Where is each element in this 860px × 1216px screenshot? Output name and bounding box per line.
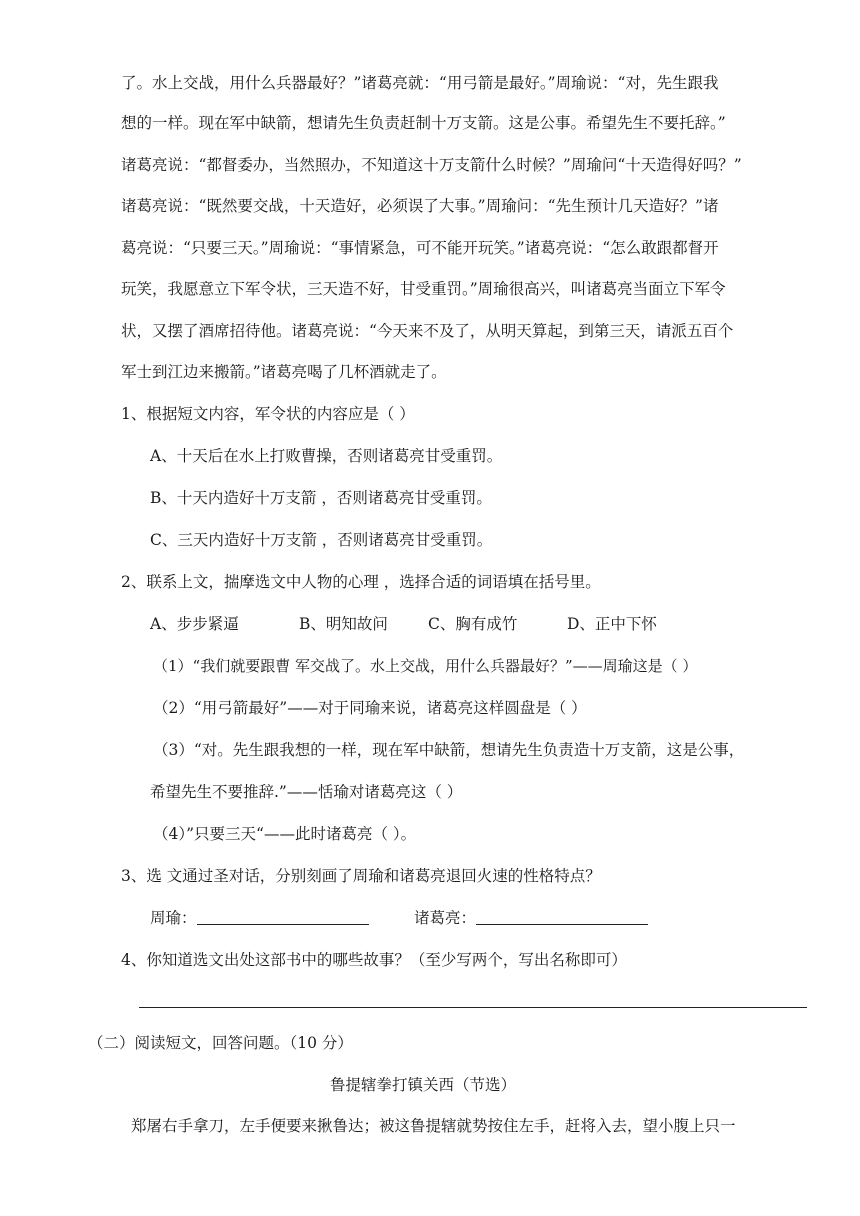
q1-option-a: A、十天后在水上打败曹操，否则诸葛亮甘受重罚。	[150, 447, 503, 465]
passage-line-4: 诸葛亮说：“既然要交战，十天造好，必须误了大事。”周瑜问：“先生预计几天造好？”诸	[121, 197, 719, 215]
q2-choice-c: C、胸有成竹	[428, 615, 518, 633]
q2-item-1: （1）“我们就要跟曹 军交战了。水上交战，用什么兵器最好？”——周瑜这是（ ）	[153, 657, 698, 675]
q4-answer-line[interactable]	[139, 1007, 807, 1008]
q1-option-c: C、三天内造好十万支箭 ，否则诸葛亮甘受重罚。	[150, 531, 493, 549]
q3-zhouyu-answer-blank[interactable]	[197, 908, 369, 925]
q4-stem: 4、你知道选文出处这部书中的哪些故事？（至少写两个，写出名称即可）	[121, 951, 627, 969]
q3-zhuge-row	[414, 908, 648, 928]
q3-zhuge-answer-blank[interactable]	[476, 908, 648, 925]
passage-line-8: 军士到江边来搬箭。”诸葛亮喝了几杯酒就走了。	[121, 363, 447, 381]
passage-line-3: 诸葛亮说：“都督委办，当然照办，不知道这十万支箭什么时候？”周瑜问“十天造得好吗？”	[121, 156, 742, 174]
q2-choice-b: B、明知故问	[299, 615, 388, 633]
q3-stem: 3、选 文通过圣对话，分别刻画了周瑜和诸葛亮退回火速的性格特点？	[121, 867, 601, 885]
section2-title: 鲁提辖拳打镇关西（节选）	[330, 1076, 517, 1094]
passage-line-1: 了。水上交战，用什么兵器最好？”诸葛亮就：“用弓箭是最好。”周瑜说：“对，先生跟我	[121, 74, 719, 92]
q2-choice-d: D、正中下怀	[567, 615, 657, 633]
q2-item-2: （2）“用弓箭最好”——对于同瑜来说，诸葛亮这样圆盘是（ ）	[153, 699, 587, 717]
q3-zhuge-label: 诸葛亮：	[414, 909, 477, 927]
q3-zhouyu-row	[150, 908, 369, 928]
passage-line-2: 想的一样。现在军中缺箭，想请先生负责赶制十万支箭。这是公事。希望先生不要托辞。”	[121, 114, 726, 132]
passage-line-7: 状，又摆了酒席招待他。诸葛亮说：“今天来不及了，从明天算起，到第三天，请派五百个	[121, 322, 734, 340]
passage-line-5: 葛亮说：“只要三天。”周瑜说：“事情紧急，可不能开玩笑。”诸葛亮说：“怎么敢跟都督开	[121, 239, 719, 257]
q2-item-3-cont: 希望先生不要推辞.”——恬瑜对诸葛亮这（ ）	[150, 783, 463, 801]
section2-heading: （二）阅读短文，回答问题。（10 分）	[88, 1034, 353, 1052]
q2-item-3: （3）“对。先生跟我想的一样，现在军中缺箭，想请先生负责造十万支箭，这是公事，	[153, 741, 745, 759]
q2-choice-a: A、步步紧逼	[150, 615, 239, 633]
q1-stem: 1、根据短文内容，军令状的内容应是（ ）	[121, 405, 415, 423]
q3-zhouyu-label: 周瑜：	[150, 909, 197, 927]
q2-item-4: （4）”只要三天“——此时诸葛亮（ ）。	[153, 825, 417, 843]
q2-stem: 2、联系上文，揣摩选文中人物的心理 ，选择合适的词语填在括号里。	[121, 573, 601, 591]
q1-option-b: B、十天内造好十万支箭 ，否则诸葛亮甘受重罚。	[150, 489, 492, 507]
passage-line-6: 玩笑，我愿意立下军令状，三天造不好，甘受重罚。”周瑜很高兴，叫诸葛亮当面立下军令	[121, 280, 726, 298]
section2-passage-line-1: 郑屠右手拿刀，左手便要来揪鲁达；被这鲁提辖就势按住左手，赶将入去，望小腹上只一	[131, 1117, 736, 1135]
